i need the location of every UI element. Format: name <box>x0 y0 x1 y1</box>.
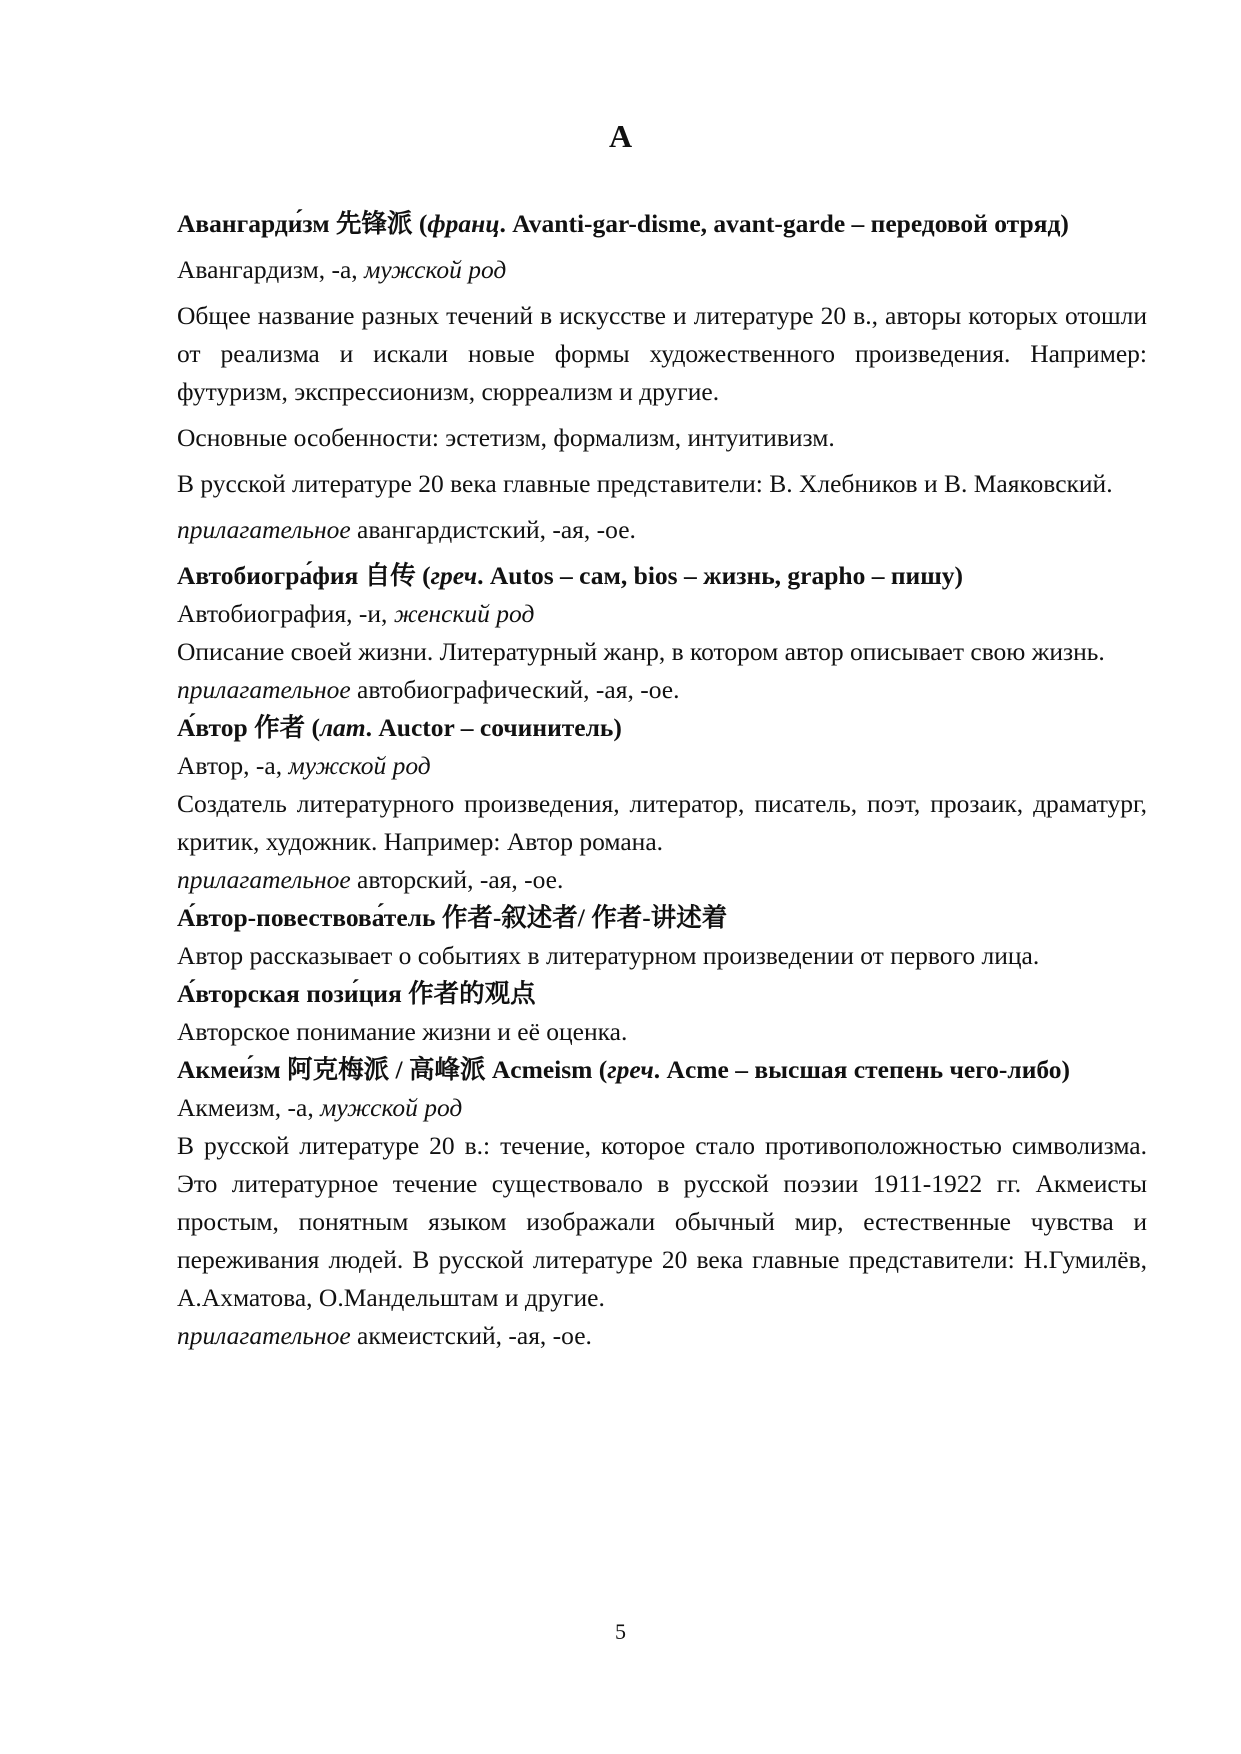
entry-representatives: В русской литературе 20 века главные представители: В. Хлебников и В. Маяковский. <box>177 469 1113 498</box>
entry-avtorskaya-pozitsiya <box>177 975 1147 1051</box>
grammar-word: Акмеизм, -а, <box>177 1093 321 1122</box>
entry-definition: Общее название разных течений в искусстве и литературе 20 в., авторы которых отошли от реализма и искали новые формы художественного произведения. Например: футуризм, экспрессионизм, сюрреализм и другие. <box>177 301 1147 406</box>
grammar-gender: мужской род <box>288 751 431 780</box>
head-chinese: 先锋派 <box>336 209 413 238</box>
head-origin: . Auctor – сочинитель) <box>365 713 622 742</box>
entry-definition: Описание своей жизни. Литературный жанр, в котором автор описывает свою жизнь. <box>177 637 1105 666</box>
head-chinese: 自传 <box>364 561 416 590</box>
entry-heading <box>177 205 1147 243</box>
entry-adjective <box>177 861 1147 899</box>
head-lang: греч <box>607 1055 654 1084</box>
head-word: А́втор-повествова́тель <box>177 903 436 932</box>
head-origin: . Avanti-gar-disme, avant-garde – передовой отряд) <box>499 209 1069 238</box>
head-open: ( <box>422 561 431 590</box>
entry-features: Основные особенности: эстетизм, формализм, интуитивизм. <box>177 423 835 452</box>
grammar-gender: женский род <box>393 599 535 628</box>
entry-avtor <box>177 709 1147 899</box>
head-word: А́втор <box>177 713 248 742</box>
section-letter: А <box>608 118 633 154</box>
head-open: ( <box>598 1055 608 1084</box>
adj-label: прилагательное <box>177 515 351 544</box>
adj-text: авторский, -ая, -ое. <box>350 865 564 894</box>
head-lang: франц <box>427 209 500 238</box>
entry-avtor-povestvovatel <box>177 899 1147 975</box>
grammar-word: Авангардизм, -а, <box>177 255 365 284</box>
head-origin: . Acme – высшая степень чего-либо) <box>653 1055 1071 1084</box>
entry-adjective <box>177 671 1147 709</box>
head-word: А́вторская пози́ция <box>177 979 402 1008</box>
entry-adjective <box>177 511 1147 549</box>
entry-definition: Создатель литературного произведения, литератор, писатель, поэт, прозаик, драматург, критик, художник. Например: Автор романа. <box>177 789 1147 856</box>
grammar-gender: мужской род <box>364 255 507 284</box>
head-chinese: 作者-叙述者/ 作者-讲述着 <box>441 903 728 932</box>
head-word: Автобиогра́фия <box>177 561 359 590</box>
head-latin: Acmeism <box>491 1055 593 1084</box>
entry-heading <box>177 709 1147 747</box>
head-lang: лат <box>319 713 366 742</box>
head-lang: греч <box>430 561 478 590</box>
adj-label: прилагательное <box>177 865 351 894</box>
entry-definition: Автор рассказывает о событиях в литературном произведении от первого лица. <box>177 941 1040 970</box>
head-open: ( <box>418 209 428 238</box>
adj-label: прилагательное <box>177 1321 351 1350</box>
adj-text: автобиографический, -ая, -ое. <box>350 675 680 704</box>
grammar-gender: мужской род <box>320 1093 463 1122</box>
entry-grammar <box>177 595 1147 633</box>
entry-heading <box>177 557 1147 595</box>
entry-adjective <box>177 1317 1147 1355</box>
entry-avtobiografiya <box>177 557 1147 709</box>
entry-grammar <box>177 1089 1147 1127</box>
entry-grammar <box>177 251 1147 289</box>
grammar-word: Автобиография, -и, <box>177 599 394 628</box>
head-open: ( <box>311 713 320 742</box>
entry-definition: В русской литературе 20 в.: течение, которое стало противоположностью символизма. Это литературное течение существовало в русской поэзии 1911-1922 гг. Акмеисты простым, понятным языком изображали обычный мир, естественные чувства и переживания людей. В русской литературе 20 века главные представители: Н.Гумилёв, А.Ахматова, О.Мандельштам и другие. <box>177 1131 1147 1312</box>
head-word: Акмеи́зм <box>177 1055 281 1084</box>
entry-avangardizm <box>177 205 1147 549</box>
head-word: Авангарди́зм <box>177 209 330 238</box>
entry-definition: Авторское понимание жизни и её оценка. <box>177 1017 628 1046</box>
entry-heading <box>177 899 1147 937</box>
entry-grammar <box>177 747 1147 785</box>
adj-text: авангардистский, -ая, -ое. <box>350 515 636 544</box>
adj-text: акмеистский, -ая, -ое. <box>350 1321 592 1350</box>
grammar-word: Автор, -а, <box>177 751 289 780</box>
adj-label: прилагательное <box>177 675 351 704</box>
entry-akmeizm <box>177 1051 1147 1355</box>
dictionary-body <box>177 205 1147 1355</box>
head-chinese: 阿克梅派 / 高峰派 <box>287 1055 486 1084</box>
head-origin: . Autos – сам, bios – жизнь, grapho – пишу) <box>477 561 964 590</box>
entry-heading <box>177 975 1147 1013</box>
head-chinese: 作者的观点 <box>408 979 536 1008</box>
entry-heading <box>177 1051 1147 1089</box>
head-chinese: 作者 <box>254 713 306 742</box>
page-number: 5 <box>615 1619 626 1644</box>
